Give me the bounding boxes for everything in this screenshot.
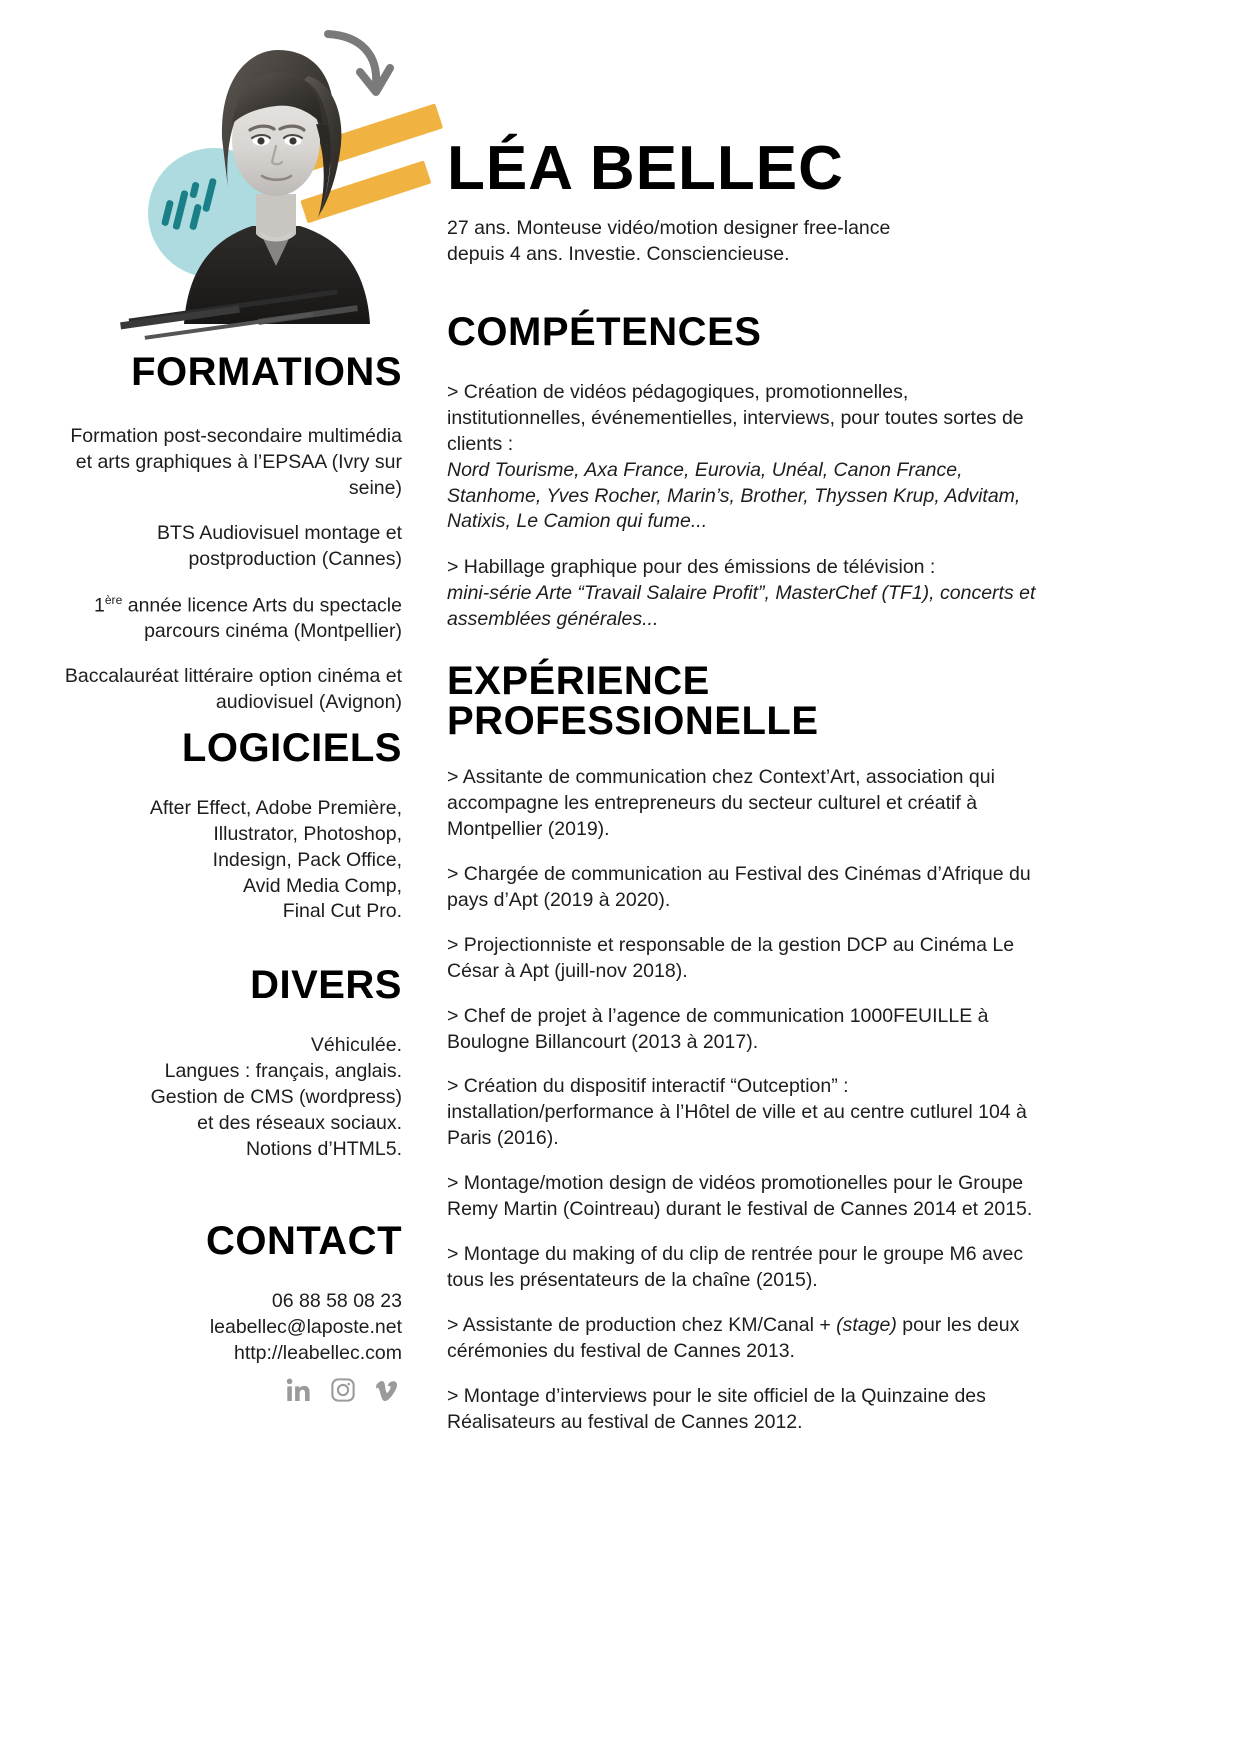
logiciels-line: Avid Media Comp,	[243, 874, 402, 897]
main-content	[447, 0, 1047, 1436]
formation-item-3-prefix: 1	[93, 594, 105, 617]
experience-item: > Montage d’interviews pour le site officiel de la Quinzaine des Réalisateurs au festival de Cannes 2012.	[447, 1384, 986, 1433]
experience-list	[447, 765, 1047, 1435]
formation-item: Formation post-secondaire multimédia et arts graphiques à l’EPSAA (Ivry sur seine)	[70, 425, 402, 499]
experience-item: > Montage du making of du clip de rentrée pour le groupe M6 avec tous les présentateurs de la chaîne (2015).	[447, 1243, 1024, 1291]
logiciels-line: After Effect, Adobe Première,	[149, 796, 402, 819]
section-title-experience: EXPÉRIENCE PROFESSIONELLE	[447, 659, 819, 744]
section-title-formations: FORMATIONS	[131, 350, 402, 394]
divers-line: et des réseaux sociaux.	[197, 1112, 402, 1135]
experience-item	[447, 1313, 1047, 1365]
vimeo-icon[interactable]	[374, 1377, 400, 1403]
divers-list	[60, 1033, 402, 1163]
header-tagline	[447, 216, 1047, 268]
experience-item-8-pre: > Assistante de production chez KM/Canal +	[447, 1313, 837, 1336]
page-title: LÉA BELLEC	[447, 134, 844, 203]
section-title-logiciels: LOGICIELS	[181, 725, 402, 770]
divers-line: Gestion de CMS (wordpress)	[150, 1086, 402, 1109]
left-sidebar	[0, 0, 420, 1754]
divers-line: Véhiculée.	[310, 1034, 402, 1057]
competence-tv: mini-série Arte “Travail Salaire Profit”, MasterChef (TF1), concerts et assemblées générales...	[447, 582, 1036, 631]
section-title-contact: CONTACT	[205, 1219, 402, 1264]
logiciels-list	[60, 796, 402, 926]
experience-item: > Montage/motion design de vidéos promotionelles pour le Groupe Remy Martin (Cointreau) durant le festival de Cannes 2014 et 2015.	[447, 1172, 1033, 1221]
contact-website[interactable]: http://leabellec.com	[233, 1341, 402, 1364]
logiciels-line: Final Cut Pro.	[282, 900, 402, 923]
divers-line: Notions d’HTML5.	[245, 1138, 402, 1161]
section-title-competences: COMPÉTENCES	[447, 309, 762, 354]
competence-plain: > Création de vidéos pédagogiques, promotionnelles, institutionnelles, événementielles, interviews, pour toutes sortes de clients :	[447, 380, 1024, 455]
section-title-divers: DIVERS	[250, 963, 402, 1008]
competence-plain: > Habillage graphique pour des émissions de télévision :	[447, 556, 936, 579]
social-links-row	[60, 1377, 402, 1403]
experience-item-8-italic: (stage)	[836, 1313, 897, 1336]
experience-item: > Projectionniste et responsable de la gestion DCP au Cinéma Le César à Apt (juill-nov 2018).	[447, 933, 1015, 982]
formation-item-3-rest: année licence Arts du spectacle parcours cinéma (Montpellier)	[122, 594, 402, 643]
formation-item-3-sup: ère	[104, 592, 123, 607]
experience-item: > Assitante de communication chez Context’Art, association qui accompagne les entrepreneurs du secteur culturel et créatif à Montpellier (2019).	[447, 766, 995, 840]
contact-email[interactable]: leabellec@laposte.net	[209, 1315, 402, 1338]
experience-item: > Chef de projet à l’agence de communication 1000FEUILLE à Boulogne Billancourt (2013 à 2017).	[447, 1004, 989, 1053]
instagram-icon[interactable]	[330, 1377, 356, 1403]
formations-list	[60, 424, 402, 716]
linkedin-icon[interactable]	[286, 1377, 312, 1403]
formation-item: BTS Audiovisuel montage et postproduction (Cannes)	[157, 521, 402, 570]
logiciels-line: Illustrator, Photoshop,	[213, 822, 402, 845]
competence-clients: Nord Tourisme, Axa France, Eurovia, Unéal, Canon France, Stanhome, Yves Rocher, Marin’s, Brother, Thyssen Krup, Advitam, Natixis, Le Camion qui fume...	[447, 458, 1021, 533]
tagline-line-2: depuis 4 ans. Investie. Consciencieuse.	[447, 242, 790, 265]
logiciels-line: Indesign, Pack Office,	[212, 848, 402, 871]
experience-item: > Création du dispositif interactif “Outception” : installation/performance à l’Hôtel de ville et au centre cutlurel 104 à Paris (2016).	[447, 1075, 1027, 1150]
formation-item	[60, 592, 402, 645]
competences-block	[447, 380, 1047, 633]
experience-item-8-post: pour les deux cérémonies du festival de Cannes 2013.	[447, 1313, 1020, 1362]
contact-details	[60, 1289, 402, 1367]
experience-item: > Chargée de communication au Festival des Cinémas d’Afrique du pays d’Apt (2019 à 2020).	[447, 862, 1031, 911]
formation-item: Baccalauréat littéraire option cinéma et audiovisuel (Avignon)	[64, 664, 402, 713]
tagline-line-1: 27 ans. Monteuse vidéo/motion designer free-lance	[447, 217, 891, 239]
contact-phone[interactable]: 06 88 58 08 23	[271, 1290, 402, 1313]
divers-line: Langues : français, anglais.	[164, 1060, 402, 1083]
